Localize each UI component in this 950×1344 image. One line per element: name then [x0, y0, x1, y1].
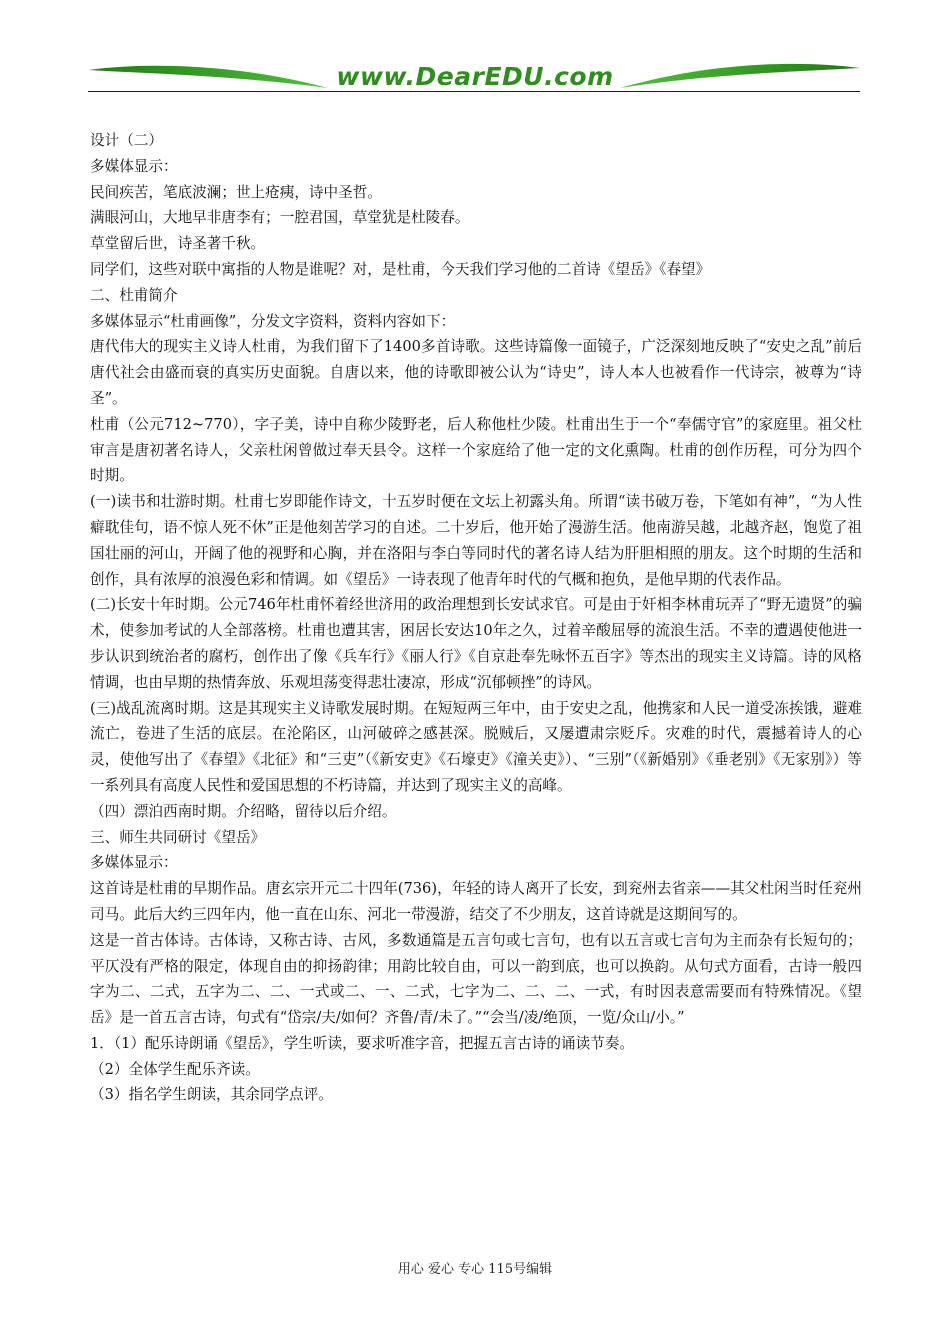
text-line: 多媒体显示：: [90, 854, 178, 872]
document-body: [90, 128, 862, 1108]
page-header: [88, 58, 860, 98]
couplet-line: 民间疾苦，笔底波澜；世上疮痍，诗中圣哲。: [90, 183, 382, 201]
paragraph: (二)长安十年时期。公元746年杜甫怀着经世济用的政治理想到长安试求官。可是由于奸相李林甫玩弄了“野无遗贤”的骗术，使参加考试的人全部落榜。杜甫也遭其害，困居长安达10年之久，过着辛酸屈辱的流浪生活。不幸的遭遇使他进一步认识到统治者的腐朽，创作出了像《兵车行》《丽人行》《自京赴奉先咏怀五百字》等杰出的现实主义诗篇。诗的风格情调，也由早期的热情奔放、乐观坦荡变得悲壮凄凉，形成“沉郁顿挫”的诗风。: [90, 596, 862, 691]
text-line: 同学们，这些对联中寓指的人物是谁呢？对，是杜甫，今天我们学习他的二首诗《望岳》《春望》: [90, 260, 711, 278]
site-logo-text: www.DearEDU.com: [336, 62, 614, 91]
header-divider: [88, 91, 860, 92]
paragraph: 这首诗是杜甫的早期作品。唐玄宗开元二十四年(736)，年轻的诗人离开了长安，到兖州去省亲——其父杜闲当时任兖州司马。此后大约三四年内，他一直在山东、河北一带漫游，结交了不少朋友，这首诗就是这期间写的。: [90, 880, 862, 923]
section-title: 设计（二）: [90, 132, 163, 149]
couplet-line: 草堂留后世，诗圣著千秋。: [90, 235, 266, 253]
section-heading: 二、杜甫简介: [90, 286, 178, 304]
text-line: （四）漂泊西南时期。介绍略，留待以后介绍。: [90, 802, 397, 820]
list-item: （3）指名学生朗读，其余同学点评。: [90, 1086, 333, 1104]
paragraph: (三)战乱流离时期。这是其现实主义诗歌发展时期。在短短两三年中，由于安史之乱，他携家和人民一道受冻挨饿，避难流亡，卷进了生活的底层。在沦陷区，山河破碎之感甚深。脱贼后，又屡遭肃宗贬斥。灾难的时代，震撼着诗人的心灵，使他写出了《春望》《北征》和“三吏”（《新安吏》《石壕吏》《潼关吏》）、“三别”（《新婚别》《垂老别》《无家别》）等一系列具有高度人民性和爱国思想的不朽诗篇，并达到了现实主义的高峰。: [90, 699, 862, 794]
list-item: 1．（1）配乐诗朗诵《望岳》，学生听读，要求听准字音，把握五言古诗的诵读节奏。: [90, 1034, 634, 1052]
paragraph: 唐代伟大的现实主义诗人杜甫，为我们留下了1400多首诗歌。这些诗篇像一面镜子，广泛深刻地反映了“安史之乱”前后唐代社会由盛而衰的真实历史面貌。自唐以来，他的诗歌即被公认为“诗史”，诗人本人也被看作一代诗宗，被尊为“诗圣”。: [90, 338, 862, 407]
section-heading: 三、师生共同研讨《望岳》: [90, 828, 266, 846]
text-line: 多媒体显示“杜甫画像”，分发文字资料，资料内容如下：: [90, 312, 456, 330]
paragraph: 这是一首古体诗。古体诗，又称古诗、古风，多数通篇是五言句或七言句，也有以五言或七言句为主而杂有长短句的；平仄没有严格的限定，体现自由的抑扬韵律；用韵比较自由，可以一韵到底，也可以换韵。从句式方面看，古诗一般四字为二、二式，五字为二、二、一式或二、一、二式，七字为二、二、二、一式，有时因表意需要而有特殊情况。《望岳》是一首五言古诗，句式有“岱宗/夫/如何？齐鲁/青/未了。”“会当/凌/绝顶，一览/众山/小。”: [90, 931, 862, 1027]
page-footer: 用心 爱心 专心 115号编辑: [397, 1262, 553, 1277]
paragraph: (一)读书和壮游时期。杜甫七岁即能作诗文，十五岁时便在文坛上初露头角。所谓“读书破万卷，下笔如有神”，“为人性癖耽佳句，语不惊人死不休”正是他刻苦学习的自述。二十岁后，他开始了漫游生活。他南游吴越，北越齐赵，饱览了祖国壮丽的河山，开阔了他的视野和心胸，并在洛阳与李白等同时代的著名诗人结为肝胆相照的朋友。这个时期的生活和创作，具有浓厚的浪漫色彩和情调。如《望岳》一诗表现了他青年时代的气概和抱负，是他早期的代表作品。: [90, 493, 862, 588]
text-line: 多媒体显示：: [90, 157, 178, 175]
couplet-line: 满眼河山，大地早非唐李有；一腔君国，草堂犹是杜陵春。: [90, 209, 470, 227]
paragraph: 杜甫（公元712~770），字子美，诗中自称少陵野老，后人称他杜少陵。杜甫出生于一个“奉儒守官”的家庭里。祖父杜审言是唐初著名诗人，父亲杜闲曾做过奉天县令。这样一个家庭给了他一定的文化熏陶。杜甫的创作历程，可分为四个时期。: [90, 415, 862, 485]
list-item: （2）全体学生配乐齐读。: [90, 1060, 260, 1078]
